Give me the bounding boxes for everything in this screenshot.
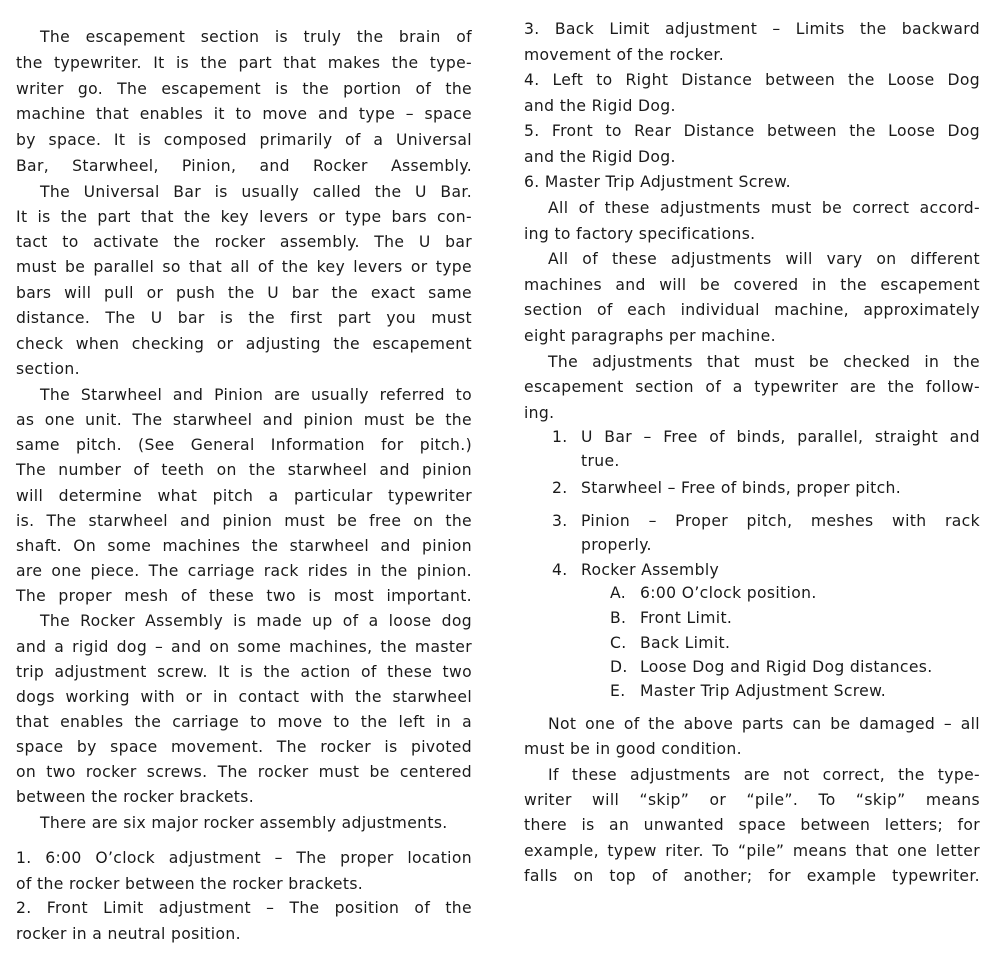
sub-item-text: 6:00 O’clock position.	[640, 584, 817, 602]
paragraph-line: 5. Front to Rear Distance between the Loose Dog	[524, 122, 980, 140]
paragraph-line: dogs working with or in contact with the starwheel	[16, 688, 472, 706]
paragraph-line: on two rocker screws. The rocker must be centered	[16, 763, 472, 781]
paragraph-line: section of each individual machine, approximately	[524, 301, 980, 319]
paragraph-line: 6. Master Trip Adjustment Screw.	[524, 173, 791, 191]
sub-item-letter: C.	[610, 634, 627, 652]
paragraph-line: writer go. The escapement is the portion of the	[16, 80, 472, 98]
paragraph-line: The escapement section is truly the brain of	[40, 28, 472, 46]
paragraph-line: machines and will be covered in the escapement	[524, 276, 980, 294]
paragraph-line: bars will pull or push the U bar the exact same	[16, 284, 472, 302]
paragraph-line: and a rigid dog – and on some machines, the master	[16, 638, 472, 656]
sub-item-text: Loose Dog and Rigid Dog distances.	[640, 658, 933, 676]
paragraph-line: between the rocker brackets.	[16, 788, 255, 806]
paragraph-line: rocker in a neutral position.	[16, 925, 241, 943]
paragraph-line: escapement section of a typewriter are the follow-	[524, 378, 980, 396]
paragraph-line: 2. Front Limit adjustment – The position of the	[16, 899, 472, 917]
paragraph-line: section.	[16, 360, 80, 378]
paragraph-line: trip adjustment screw. It is the action of these two	[16, 663, 472, 681]
checklist-number: 1.	[552, 428, 568, 446]
checklist-item-text: U Bar – Free of binds, parallel, straight and	[581, 428, 980, 446]
paragraph-line: shaft. On some machines the starwheel and pinion	[16, 537, 472, 555]
paragraph-line: ing to factory specifications.	[524, 225, 756, 243]
paragraph-line: 1. 6:00 O’clock adjustment – The proper location	[16, 849, 472, 867]
paragraph-line: check when checking or adjusting the escapement	[16, 335, 472, 353]
paragraph-line: will determine what pitch a particular typewriter	[16, 487, 472, 505]
paragraph-line: must be in good condition.	[524, 740, 742, 758]
paragraph-line: by space. It is composed primarily of a Universal	[16, 131, 472, 149]
paragraph-line: same pitch. (See General Information for pitch.)	[16, 436, 472, 454]
paragraph-line: ing.	[524, 404, 555, 422]
paragraph-line: eight paragraphs per machine.	[524, 327, 776, 345]
checklist-item-text: true.	[581, 452, 620, 470]
checklist-item-text: Pinion – Proper pitch, meshes with rack	[581, 512, 980, 530]
checklist-item-text: properly.	[581, 536, 652, 554]
paragraph-line: All of these adjustments must be correct accord-	[548, 199, 980, 217]
checklist-number: 2.	[552, 479, 568, 497]
sub-item-letter: A.	[610, 584, 627, 602]
paragraph-line: The Rocker Assembly is made up of a loose dog	[40, 612, 472, 630]
paragraph-line: the typewriter. It is the part that makes the type-	[16, 54, 472, 72]
paragraph-line: that enables the carriage to move to the left in a	[16, 713, 472, 731]
checklist-item-text: Rocker Assembly	[581, 561, 720, 579]
paragraph-line: Bar, Starwheel, Pinion, and Rocker Assembly.	[16, 157, 472, 175]
paragraph-line: The adjustments that must be checked in the	[548, 353, 980, 371]
sub-item-letter: E.	[610, 682, 626, 700]
sub-item-letter: D.	[610, 658, 628, 676]
checklist-number: 3.	[552, 512, 568, 530]
paragraph-line: The number of teeth on the starwheel and pinion	[16, 461, 472, 479]
paragraph-line: If these adjustments are not correct, the type-	[548, 766, 980, 784]
paragraph-line: The Starwheel and Pinion are usually referred to	[40, 386, 472, 404]
paragraph-line: distance. The U bar is the first part you must	[16, 309, 472, 327]
paragraph-line: and the Rigid Dog.	[524, 148, 676, 166]
paragraph-line: There are six major rocker assembly adjustments.	[40, 814, 448, 832]
sub-item-text: Front Limit.	[640, 609, 733, 627]
paragraph-line: Not one of the above parts can be damaged – all	[548, 715, 980, 733]
paragraph-line: space by space movement. The rocker is pivoted	[16, 738, 472, 756]
sub-item-text: Master Trip Adjustment Screw.	[640, 682, 887, 700]
paragraph-line: as one unit. The starwheel and pinion must be the	[16, 411, 472, 429]
paragraph-line: and the Rigid Dog.	[524, 97, 676, 115]
paragraph-line: tact to activate the rocker assembly. The U bar	[16, 233, 472, 251]
paragraph-line: The proper mesh of these two is most important.	[16, 587, 472, 605]
paragraph-line: falls on top of another; for example typewriter.	[524, 867, 980, 885]
paragraph-line: of the rocker between the rocker brackets.	[16, 875, 364, 893]
paragraph-line: machine that enables it to move and type – space	[16, 105, 472, 123]
paragraph-line: 3. Back Limit adjustment – Limits the backward	[524, 20, 980, 38]
sub-item-letter: B.	[610, 609, 627, 627]
checklist-number: 4.	[552, 561, 568, 579]
paragraph-line: writer will “skip” or “pile”. To “skip” means	[524, 791, 980, 809]
paragraph-line: are one piece. The carriage rack rides in the pinion.	[16, 562, 472, 580]
paragraph-line: All of these adjustments will vary on different	[548, 250, 980, 268]
sub-item-text: Back Limit.	[640, 634, 731, 652]
paragraph-line: example, typew riter. To “pile” means that one letter	[524, 842, 980, 860]
paragraph-line: is. The starwheel and pinion must be free on the	[16, 512, 472, 530]
paragraph-line: It is the part that the key levers or type bars con-	[16, 208, 472, 226]
paragraph-line: The Universal Bar is usually called the U Bar.	[40, 183, 472, 201]
paragraph-line: 4. Left to Right Distance between the Loose Dog	[524, 71, 980, 89]
paragraph-line: movement of the rocker.	[524, 46, 725, 64]
checklist-item-text: Starwheel – Free of binds, proper pitch.	[581, 479, 902, 497]
paragraph-line: must be parallel so that all of the key levers or type	[16, 258, 472, 276]
paragraph-line: there is an unwanted space between letters; for	[524, 816, 980, 834]
